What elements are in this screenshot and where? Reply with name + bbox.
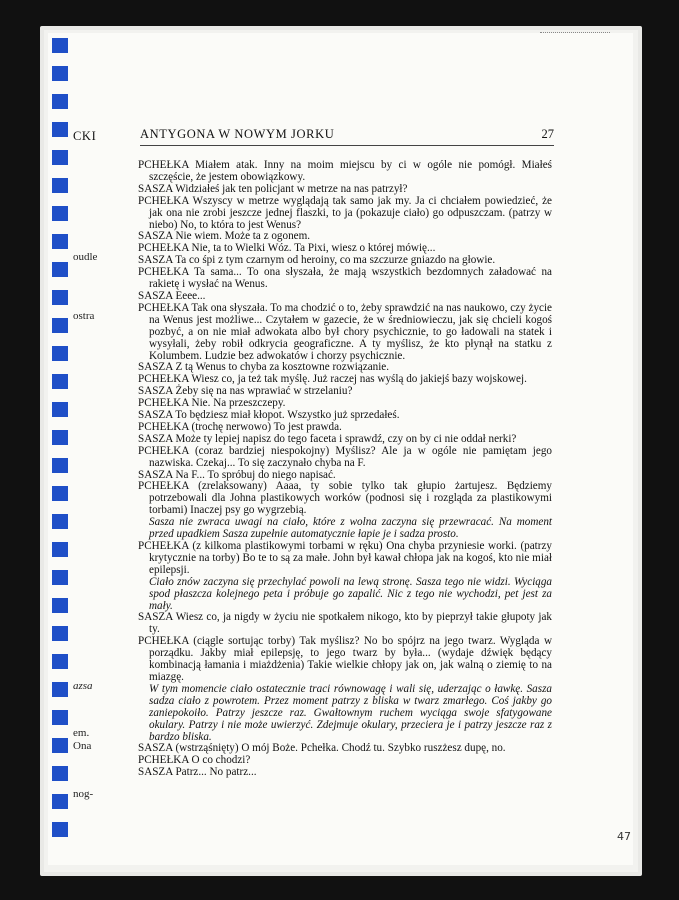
dialogue-line: PCHEŁKA Wszyscy w metrze wyglądają tak samo jak my. Ja ci chciałem powiedzieć, że jak ona nie zrobi jeszcze jednej flaszki, to ja (pokazuje ciało) go odpuszczam. (patrzy w niebo) No, to która to jest Wenus?	[138, 194, 552, 231]
binding-ring	[52, 794, 68, 809]
binding-ring	[52, 318, 68, 333]
binding-ring	[52, 486, 68, 501]
dialogue-line: SASZA To będziesz miał kłopot. Wszystko już sprzedałeś.	[138, 409, 400, 422]
dialogue-line: SASZA Ta co śpi z tym czarnym od heroiny, co ma szczurze gniazdo na głowie.	[138, 254, 496, 267]
binding-ring	[52, 234, 68, 249]
dialogue-line: PCHEŁKA Nie. Na przeszczepy.	[138, 397, 286, 410]
binding-ring	[52, 738, 68, 753]
binding-ring	[52, 458, 68, 473]
play-text	[138, 160, 552, 779]
stage-direction: W tym momencie ciało ostatecznie traci równowagę i wali się, uderzając o ławkę. Sasza sadza ciało z powrotem. Przez moment patrzy z bliska w twarz zmarłego. Coś jakby go zaniepokoiło. Patrzy jeszcze raz. Gwałtownym ruchem wyciąga swoje sfatygowane okulary. Patrzy i nie może uwierzyć. Zdejmuje okulary, przeciera je i patrzy jeszcze raz z bardzo bliska.	[149, 682, 552, 743]
dialogue-line: SASZA Patrz... No patrz...	[138, 766, 257, 779]
dialogue-line: PCHEŁKA (coraz bardziej niespokojny) Myślisz? Ale ja w ogóle nie pamiętam jego nazwiska. Czekaj... To się zaczynało chyba na F.	[138, 444, 552, 469]
binding-ring	[52, 94, 68, 109]
binding-ring	[52, 122, 68, 137]
dialogue-line: PCHEŁKA (trochę nerwowo) To jest prawda.	[138, 420, 342, 433]
page-title: ANTYGONA W NOWYM JORKU	[140, 127, 335, 141]
left-fragment-2: ostra	[73, 310, 95, 322]
binding-ring	[52, 822, 68, 837]
dialogue-line: SASZA Eeee...	[138, 289, 206, 302]
page-number: 27	[541, 127, 554, 141]
binding-ring	[52, 598, 68, 613]
dialogue-line: PCHEŁKA Miałem atak. Inny na moim miejscu by ci w ogóle nie pomógł. Miałeś szczęście, że jestem obowiązkowy.	[138, 159, 552, 183]
binding-ring	[52, 206, 68, 221]
stage-direction: Ciało znów zaczyna się przechylać powoli na lewą stronę. Sasza tego nie widzi. Wyciąga spod płaszcza kolejnego peta i próbuje go zapalić. Nic z tego nie wychodzi, pet jest za mały.	[149, 575, 552, 612]
left-fragment-1: oudle	[73, 251, 98, 263]
dialogue-line: SASZA Z tą Wenus to chyba za kosztowne rozwiązanie.	[138, 361, 390, 374]
binding-ring	[52, 542, 68, 557]
binding-ring	[52, 654, 68, 669]
dialogue-line: PCHEŁKA Ta sama... To ona słyszała, że mają wszystkich bezdomnych załadować na rakietę i wysłać na Wenus.	[138, 266, 552, 291]
dialogue-line: PCHEŁKA Wiesz co, ja też tak myślę. Już raczej nas wyślą do jakiejś bazy wojskowej.	[138, 373, 527, 386]
binding-ring	[52, 178, 68, 193]
dialogue-line: PCHEŁKA (ciągle sortując torby) Tak myślisz? No bo spójrz na jego twarz. Wygląda w porządku. Jakby miał epilepsję, to jego twarz by była... (wydaje dźwięk będący kombinacją łamania i miażdżenia) Takie wielkie chłopy jak on, jak walną o ziemię to na miazgę.	[138, 635, 552, 683]
binding-ring	[52, 150, 68, 165]
binding-ring	[52, 346, 68, 361]
dialogue-line: PCHEŁKA Tak ona słyszała. To ma chodzić o to, żeby sprawdzić na nas naukowo, czy życie na Wenus jest możliwe... Czytałem w gazecie, że w średniowieczu, jak się chcieli kogoś pozbyć, a on nie miał adwokata albo był chory psychicznie, to go ładowali na statek i wysyłali, żeby robił odkrycia geograficzne. A ty myślisz, że kto płynął na statku z Kolumbem. Ludzie bez adwokatów i chorzy psychicznie.	[138, 301, 552, 362]
header-left-fragment: CKI	[73, 129, 97, 143]
dialogue-line: SASZA Widziałeś jak ten policjant w metrze na nas patrzył?	[138, 182, 408, 195]
dialogue-line: SASZA Na F... To spróbuj do niego napisać.	[138, 468, 336, 481]
dialogue-line: PCHEŁKA Nie, ta to Wielki Wóz. Ta Pixi, wiesz o której mówię...	[138, 242, 436, 255]
binding-ring	[52, 38, 68, 53]
binding-ring	[52, 626, 68, 641]
binding-ring	[52, 514, 68, 529]
dialogue-line: PCHEŁKA (z kilkoma plastikowymi torbami w ręku) Ona chyba przyniesie worki. (patrzy krytycznie na torby) Bo te to są za małe. John był kawał chłopa jak na kogoś, kto nie miał epilepsji.	[138, 540, 552, 576]
dialogue-line: SASZA (wstrząśnięty) O mój Boże. Pchełka. Chodź tu. Szybko ruszżesz dupę, no.	[138, 742, 506, 755]
binding-ring	[52, 402, 68, 417]
dialogue-line: SASZA Nie wiem. Może ta z ogonem.	[138, 230, 311, 243]
stage-direction: Sasza nie zwraca uwagi na ciało, które z wolna zaczyna się przewracać. Na moment przed upadkiem Sasza zupełnie automatycznie łapie je i sadza prosto.	[149, 516, 552, 541]
binding-ring	[52, 430, 68, 445]
left-fragment-6: nog-	[73, 788, 94, 800]
binding-ring	[52, 570, 68, 585]
spiral-binding	[52, 38, 68, 848]
binding-ring	[52, 374, 68, 389]
left-fragment-5: Ona	[73, 740, 92, 752]
binding-ring	[52, 766, 68, 781]
dotted-edge	[540, 32, 610, 35]
dialogue-line: PCHEŁKA O co chodzi?	[138, 754, 251, 767]
dialogue-line: SASZA Żeby się na nas wprawiać w strzelaniu?	[138, 385, 353, 398]
running-header	[140, 127, 554, 146]
left-fragment-3: azsa	[73, 680, 93, 692]
dialogue-line: PCHEŁKA (zrelaksowany) Aaaa, ty sobie tylko tak głupio żartujesz. Będziemy potrzebowali dla Johna plastikowych worków (podnosi się i rozgląda za plastikowymi torbami) Inaczej psy go wygrzebią.	[138, 480, 552, 517]
binding-ring	[52, 262, 68, 277]
dialogue-line: SASZA Wiesz co, ja nigdy w życiu nie spotkałem nikogo, kto by pieprzył takie głupoty jak ty.	[138, 611, 552, 636]
binding-ring	[52, 710, 68, 725]
dialogue-line: SASZA Może ty lepiej napisz do tego faceta i sprawdź, czy on by ci nie oddał nerki?	[138, 432, 517, 445]
binding-ring	[52, 290, 68, 305]
binding-ring	[52, 66, 68, 81]
left-fragment-4: em.	[73, 727, 90, 739]
handwritten-page-note: 47	[617, 830, 631, 843]
binding-ring	[52, 682, 68, 697]
